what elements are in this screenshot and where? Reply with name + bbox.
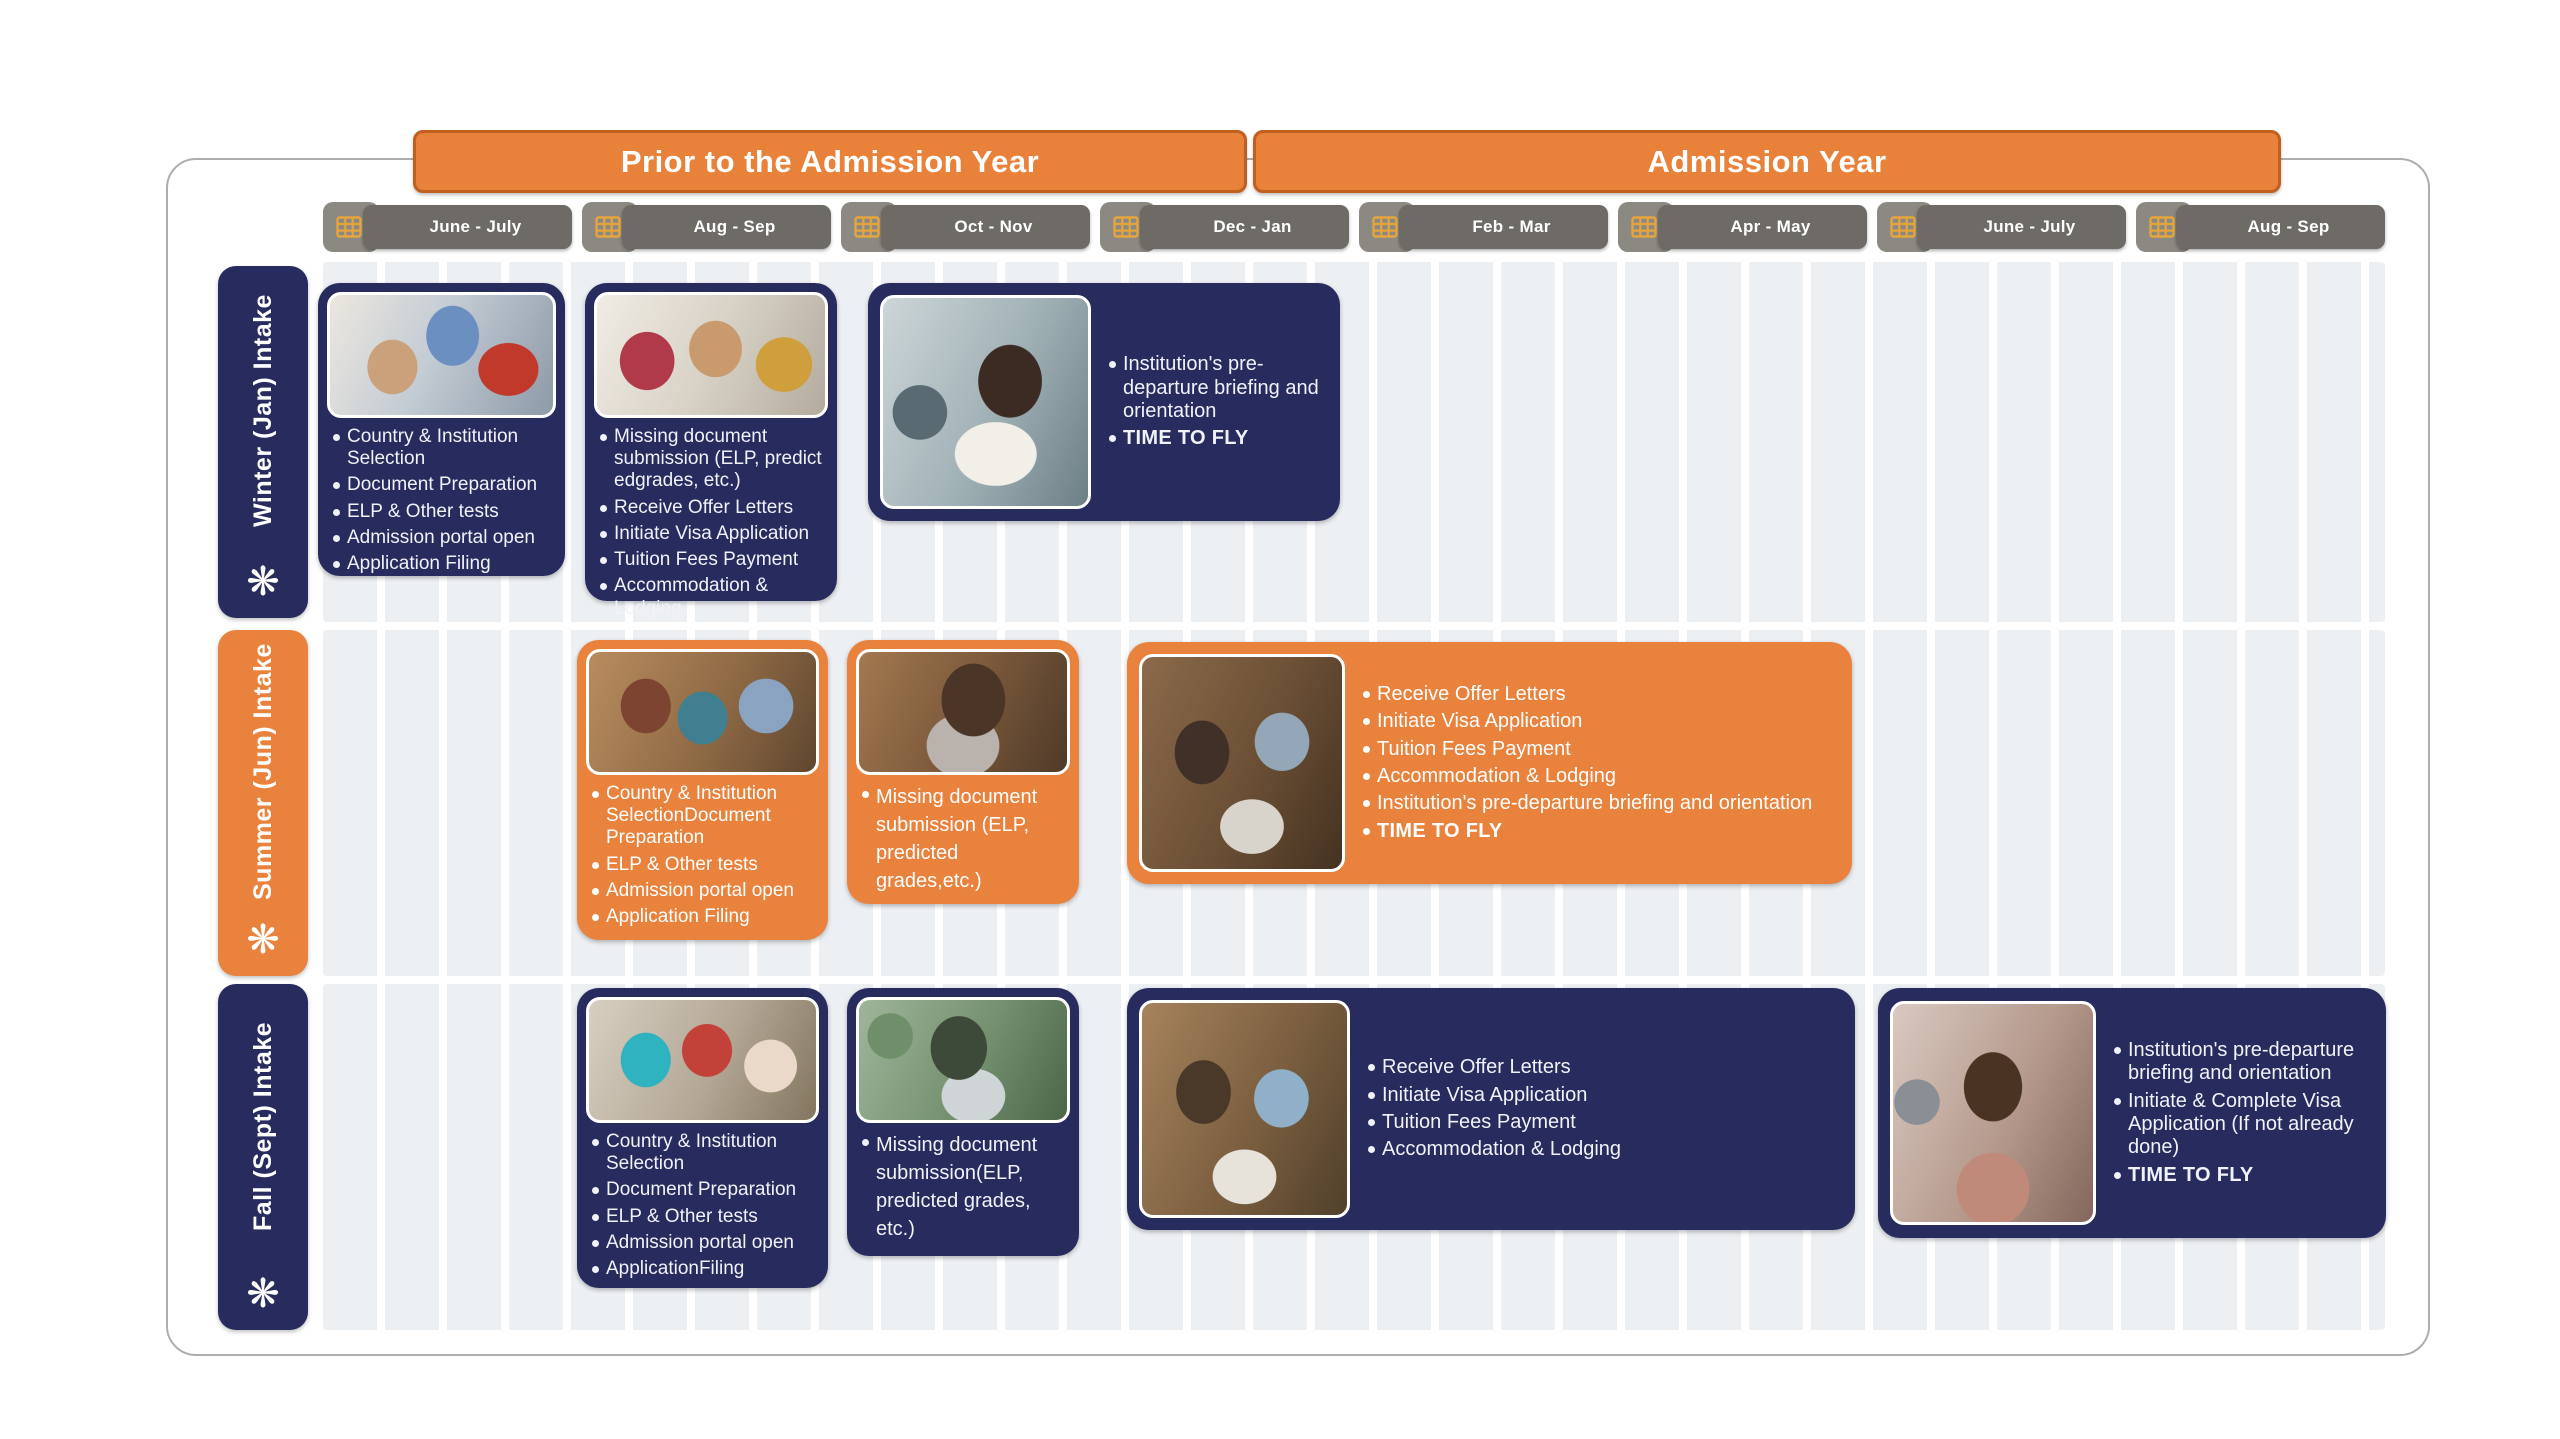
bullet-dot bbox=[1363, 718, 1370, 725]
task-item bbox=[592, 1232, 818, 1254]
task-list bbox=[2108, 1031, 2386, 1195]
month-label: Feb - Mar bbox=[1472, 217, 1551, 236]
month-label: Aug - Sep bbox=[693, 217, 776, 236]
task-list bbox=[1362, 1048, 1855, 1170]
month-pill bbox=[2136, 202, 2385, 252]
intake-label-text: Winter (Jan) Intake bbox=[248, 294, 277, 528]
task-text: Initiate Visa Application bbox=[1382, 1083, 1588, 1106]
task-item bbox=[333, 501, 555, 523]
task-item bbox=[600, 426, 827, 493]
task-item bbox=[2114, 1164, 2372, 1187]
task-text: Accommodation & Lodging bbox=[1377, 765, 1617, 787]
task-list bbox=[847, 781, 1079, 903]
bullet-dot bbox=[1363, 746, 1370, 753]
task-list bbox=[318, 424, 565, 583]
task-item bbox=[862, 783, 1069, 895]
task-item bbox=[1368, 1056, 1841, 1079]
task-text-emphasis: TIME TO FLY bbox=[2128, 1163, 2254, 1186]
task-item bbox=[1368, 1111, 1841, 1134]
calendar-icon bbox=[1890, 216, 1916, 238]
task-item bbox=[2114, 1039, 2372, 1086]
students-reading-book-photo bbox=[586, 649, 819, 775]
summer-intake-label bbox=[218, 630, 308, 976]
task-text: ELP & Other tests bbox=[347, 500, 499, 522]
task-text-emphasis: TIME TO FLY bbox=[1377, 819, 1503, 842]
intake-label-text: Fall (Sept) Intake bbox=[248, 1021, 277, 1231]
bullet-dot bbox=[1368, 1146, 1375, 1153]
summer-documents-card bbox=[847, 640, 1079, 904]
task-list bbox=[1357, 675, 1852, 851]
calendar-icon bbox=[854, 216, 880, 238]
task-item bbox=[592, 1206, 818, 1228]
bullet-dot bbox=[333, 434, 340, 441]
task-item bbox=[333, 553, 555, 575]
task-item bbox=[333, 426, 555, 470]
task-text-emphasis: TIME TO FLY bbox=[1123, 427, 1249, 450]
task-item bbox=[1363, 738, 1838, 761]
bullet-dot bbox=[333, 535, 340, 542]
task-item bbox=[592, 880, 818, 902]
bullet-dot bbox=[1109, 361, 1116, 368]
task-list bbox=[577, 1129, 828, 1288]
task-item bbox=[600, 523, 827, 545]
task-list bbox=[1103, 345, 1340, 459]
task-text: Missing document submission (ELP, predicted grades,etc.) bbox=[876, 786, 1038, 892]
month-label: Oct - Nov bbox=[954, 217, 1033, 236]
bullet-dot bbox=[592, 1187, 599, 1194]
bullet-dot bbox=[862, 1139, 869, 1146]
students-group-study-photo bbox=[1139, 654, 1345, 872]
bullet-dot bbox=[862, 791, 869, 798]
task-item bbox=[333, 474, 555, 496]
banner-title: Admission Year bbox=[1647, 143, 1887, 179]
month-label: Aug - Sep bbox=[2247, 217, 2330, 236]
task-item bbox=[592, 783, 818, 850]
task-item bbox=[1109, 353, 1326, 423]
bullet-dot bbox=[2114, 1098, 2121, 1105]
student-studying-library-photo bbox=[856, 649, 1070, 775]
student-writing-at-desk-photo bbox=[880, 295, 1091, 509]
bullet-dot bbox=[600, 505, 607, 512]
task-item bbox=[600, 549, 827, 571]
student-holding-books-photo bbox=[1890, 1001, 2096, 1225]
task-text: Institution's pre-departure briefing and orientation bbox=[2128, 1038, 2355, 1085]
task-item bbox=[1368, 1138, 1841, 1161]
bullet-dot bbox=[592, 1139, 599, 1146]
task-list bbox=[585, 424, 837, 628]
calendar-icon bbox=[1113, 216, 1139, 238]
bullet-dot bbox=[1368, 1092, 1375, 1099]
bullet-dot bbox=[2114, 1172, 2121, 1179]
students-around-laptop-photo bbox=[327, 292, 556, 418]
fall-departure-card bbox=[1878, 988, 2386, 1238]
bullet-dot bbox=[600, 583, 607, 590]
month-pill bbox=[1877, 202, 2126, 252]
bullet-dot bbox=[1109, 435, 1116, 442]
task-text: Admission portal open bbox=[347, 526, 535, 548]
bullet-dot bbox=[600, 557, 607, 564]
summer-planning-card bbox=[577, 640, 828, 940]
summer-departure-card bbox=[1127, 642, 1852, 884]
task-text: Receive Offer Letters bbox=[614, 496, 794, 518]
task-list bbox=[847, 1129, 1079, 1251]
student-laptop-plants-photo bbox=[856, 997, 1070, 1123]
fall-planning-card bbox=[577, 988, 828, 1288]
winter-planning-card bbox=[318, 283, 565, 576]
task-item bbox=[1368, 1084, 1841, 1107]
winter-departure-card bbox=[868, 283, 1340, 521]
fall-intake-label bbox=[218, 984, 308, 1330]
bullet-dot bbox=[333, 482, 340, 489]
month-pill bbox=[323, 202, 572, 252]
task-text: Receive Offer Letters bbox=[1382, 1056, 1571, 1079]
intake-label-text: Summer (Jun) Intake bbox=[248, 643, 277, 901]
month-label: June - July bbox=[1983, 217, 2076, 236]
task-text: Document Preparation bbox=[606, 1179, 797, 1201]
task-text: Missing document submission(ELP, predicted grades, etc.) bbox=[876, 1134, 1038, 1240]
bullet-dot bbox=[1363, 828, 1370, 835]
task-text: Country & Institution SelectionDocument Preparation bbox=[606, 783, 778, 849]
task-text: Missing document submission (ELP, predict edgrades, etc.) bbox=[614, 426, 822, 492]
task-item bbox=[862, 1131, 1069, 1243]
bullet-dot bbox=[592, 1266, 599, 1273]
bullet-dot bbox=[1363, 773, 1370, 780]
bullet-dot bbox=[333, 561, 340, 568]
task-text: Receive Offer Letters bbox=[1377, 682, 1566, 705]
prior-admission-year-banner bbox=[413, 130, 1247, 193]
bullet-dot bbox=[592, 791, 599, 798]
students-reading-together-photo bbox=[1139, 1000, 1350, 1218]
month-label: Apr - May bbox=[1730, 217, 1811, 236]
calendar-icon bbox=[336, 216, 362, 238]
task-text: ELP & Other tests bbox=[606, 853, 758, 875]
task-text: Institution's pre-departure briefing and orientation bbox=[1377, 792, 1813, 815]
month-pill bbox=[582, 202, 831, 252]
calendar-icon bbox=[2149, 216, 2175, 238]
task-text: Application Filing bbox=[606, 906, 750, 928]
snowflake-icon: ❋ bbox=[246, 560, 280, 604]
task-item bbox=[592, 1131, 818, 1175]
task-text: Tuition Fees Payment bbox=[614, 549, 799, 571]
admission-year-banner bbox=[1253, 130, 2281, 193]
task-text: Initiate & Complete Visa Application (If not already done) bbox=[2128, 1089, 2354, 1159]
task-item bbox=[1363, 792, 1838, 815]
month-pill bbox=[1100, 202, 1349, 252]
task-list bbox=[577, 781, 828, 936]
task-text: Country & Institution Selection bbox=[606, 1131, 778, 1175]
task-text: ApplicationFiling bbox=[606, 1258, 745, 1280]
calendar-icon bbox=[595, 216, 621, 238]
bullet-dot bbox=[592, 888, 599, 895]
bullet-dot bbox=[1363, 800, 1370, 807]
month-pill bbox=[841, 202, 1090, 252]
bullet-dot bbox=[592, 914, 599, 921]
task-text: Admission portal open bbox=[606, 879, 794, 901]
bullet-dot bbox=[333, 509, 340, 516]
month-pill bbox=[1359, 202, 1608, 252]
winter-intake-label bbox=[218, 266, 308, 618]
task-text: Tuition Fees Payment bbox=[1382, 1111, 1576, 1133]
students-discussing-photo bbox=[594, 292, 828, 418]
task-text: Tuition Fees Payment bbox=[1377, 737, 1571, 760]
month-label: Dec - Jan bbox=[1213, 217, 1292, 236]
bullet-dot bbox=[1368, 1064, 1375, 1071]
task-text: Admission portal open bbox=[606, 1231, 794, 1253]
task-text: Accommodation & Lodging bbox=[614, 575, 769, 619]
task-item bbox=[592, 906, 818, 928]
task-text: Application Filing bbox=[347, 553, 491, 575]
month-label: June - July bbox=[429, 217, 522, 236]
bullet-dot bbox=[592, 862, 599, 869]
students-with-laptop-photo bbox=[586, 997, 819, 1123]
fall-offers-card bbox=[1127, 988, 1855, 1230]
bullet-dot bbox=[1368, 1119, 1375, 1126]
fall-documents-card bbox=[847, 988, 1079, 1256]
task-item bbox=[600, 497, 827, 519]
bullet-dot bbox=[592, 1214, 599, 1221]
snowflake-icon: ❋ bbox=[246, 918, 280, 962]
task-item bbox=[1109, 427, 1326, 450]
task-item bbox=[1363, 820, 1838, 843]
month-pill bbox=[1618, 202, 1867, 252]
bullet-dot bbox=[592, 1240, 599, 1247]
calendar-icon bbox=[1631, 216, 1657, 238]
task-item bbox=[600, 575, 827, 619]
bullet-dot bbox=[600, 434, 607, 441]
task-text: Document Preparation bbox=[347, 474, 538, 496]
task-item bbox=[1363, 683, 1838, 706]
calendar-icon bbox=[1372, 216, 1398, 238]
task-item bbox=[592, 1179, 818, 1201]
task-text: Institution's pre-departure briefing and orientation bbox=[1123, 353, 1319, 422]
banner-title: Prior to the Admission Year bbox=[620, 143, 1040, 179]
task-item bbox=[592, 1258, 818, 1280]
task-text: ELP & Other tests bbox=[606, 1205, 758, 1227]
task-item bbox=[2114, 1090, 2372, 1160]
task-text: Country & Institution Selection bbox=[347, 426, 519, 470]
task-item bbox=[333, 527, 555, 549]
task-item bbox=[592, 854, 818, 876]
winter-documents-card bbox=[585, 283, 837, 619]
bullet-dot bbox=[1363, 691, 1370, 698]
month-header-row bbox=[323, 202, 2385, 252]
snowflake-icon: ❋ bbox=[246, 1272, 280, 1316]
bullet-dot bbox=[600, 531, 607, 538]
task-text: Initiate Visa Application bbox=[1377, 710, 1583, 733]
task-item bbox=[1363, 710, 1838, 733]
task-item bbox=[1363, 765, 1838, 788]
task-text: Initiate Visa Application bbox=[614, 522, 810, 544]
task-text: Accommodation & Lodging bbox=[1382, 1138, 1622, 1161]
bullet-dot bbox=[2114, 1047, 2121, 1054]
